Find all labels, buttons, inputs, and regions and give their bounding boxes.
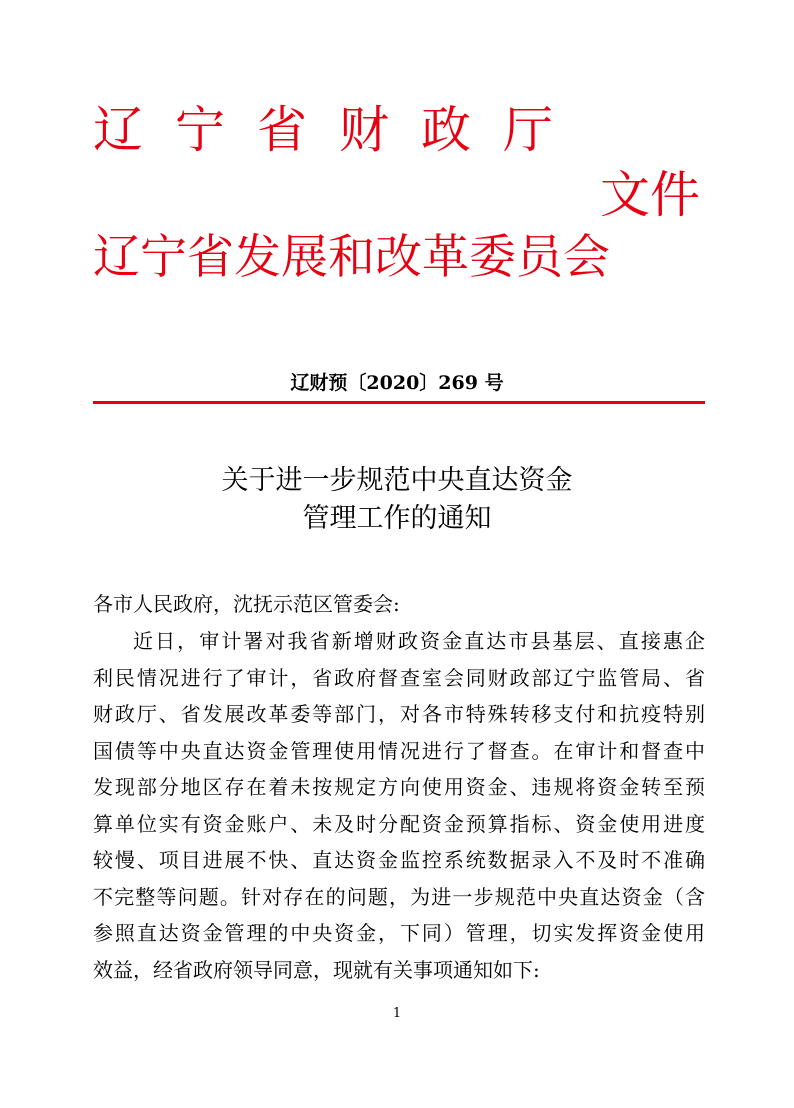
body-line: 国债等中央直达资金管理使用情况进行了督查。在审计和督查中 (93, 738, 705, 763)
issuer-finance-department: 辽宁省财政厅 (93, 101, 585, 159)
body-line: 较慢、项目进展不快、直达资金监控系统数据录入不及时不准确 (93, 848, 705, 872)
body-line: 不完整等问题。针对存在的问题，为进一步规范中央直达资金（含 (93, 884, 705, 909)
page-number: 1 (392, 1006, 402, 1021)
red-separator-line (93, 401, 705, 404)
document-number: 辽财预〔2020〕269 号 (290, 372, 504, 394)
body-line: 算单位实有资金账户、未及时分配资金预算指标、资金使用进度 (93, 811, 705, 836)
issuer-development-commission: 辽宁省发展和改革委员会 (93, 230, 610, 285)
title-line-2: 管理工作的通知 (302, 503, 492, 534)
body-line: 利民情况进行了审计，省政府督查室会同财政部辽宁监管局、省 (93, 665, 705, 690)
body-line: 近日，审计署对我省新增财政资金直达市县基层、直接惠企 (133, 629, 705, 653)
body-line: 发现部分地区存在着未按规定方向使用资金、违规将资金转至预 (93, 775, 705, 799)
salutation: 各市人民政府，沈抚示范区管委会: (93, 592, 400, 616)
body-line: 财政厅、省发展改革委等部门，对各市特殊转移支付和抗疫特别 (93, 702, 705, 726)
body-line: 效益，经省政府领导同意，现就有关事项通知如下: (93, 957, 540, 982)
title-line-1: 关于进一步规范中央直达资金 (221, 465, 573, 496)
body-line: 参照直达资金管理的中央资金，下同）管理，切实发挥资金使用 (93, 921, 705, 945)
document-title (0, 462, 794, 538)
file-label: 文件 (600, 166, 700, 224)
body-paragraph (93, 623, 705, 988)
